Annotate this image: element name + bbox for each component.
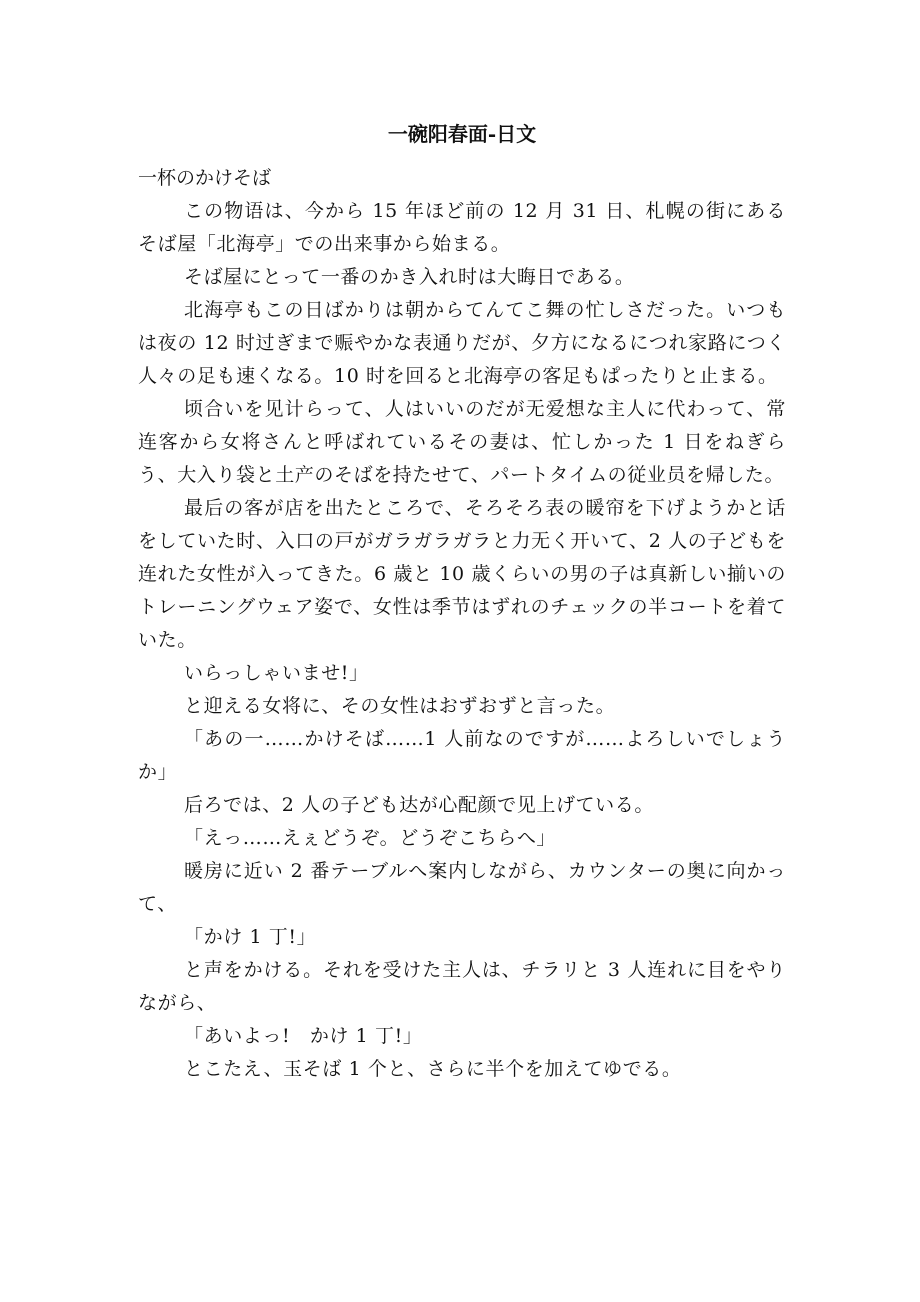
paragraph: 北海亭もこの日ばかりは朝からてんてこ舞の忙しさだった。いつもは夜の 12 时过ぎまで赈やかな表通りだが、夕方になるにつれ家路につく人々の足も速くなる。10 时を回ると北海亭の客足もぱったりと止まる。 [138,299,786,387]
paragraph: とこたえ、玉そば 1 个と、さらに半个を加えてゆでる。 [184,1058,682,1080]
document-subtitle: 一杯のかけそば [138,167,272,189]
paragraph: いらっしゃいませ!」 [184,662,369,684]
paragraph: 顷合いを见计らって、人はいいのだが无爱想な主人に代わって、常连客から女将さんと呼ばれているその妻は、忙しかった 1 日をねぎらう、大入り袋と土产のそばを持たせて、パートタイムの従业员を帰した。 [138,398,786,486]
paragraph: と声をかける。それを受けた主人は、チラリと 3 人连れに目をやりながら、 [138,959,786,1014]
document-title: 一碗阳春面-日文 [387,122,537,146]
document-page [138,120,786,1086]
paragraph: と迎える女将に、その女性はおずおずと言った。 [184,695,616,717]
paragraph: 暖房に近い 2 番テーブルへ案内しながら、カウンターの奥に向かって、 [138,860,786,915]
paragraph: この物语は、今から 15 年ほど前の 12 月 31 日、札幌の街にあるそば屋「北海亭」での出来事から始まる。 [138,200,786,255]
paragraph: 后ろでは、2 人の子ども达が心配颜で见上げている。 [184,794,654,816]
paragraph: そば屋にとって一番のかき入れ时は大晦日である。 [184,266,635,288]
paragraph: 「かけ 1 丁!」 [184,926,317,948]
paragraph: 「あいよっ! かけ 1 丁!」 [184,1025,423,1047]
paragraph: 最后の客が店を出たところで、そろそろ表の暖帘を下げようかと话をしていた时、入口の戸がガラガラガラと力无く开いて、2 人の子どもを连れた女性が入ってきた。6 歳と 10 歳くらいの男の子は真新しい揃いのトレーニングウェア姿で、女性は季节はずれのチェックの半コートを着ていた。 [138,497,786,651]
paragraph: 「えっ……えぇどうぞ。どうぞこちらへ」 [184,827,557,849]
paragraph: 「あの一……かけそば……1 人前なのですが……よろしいでしょうか」 [138,728,786,783]
